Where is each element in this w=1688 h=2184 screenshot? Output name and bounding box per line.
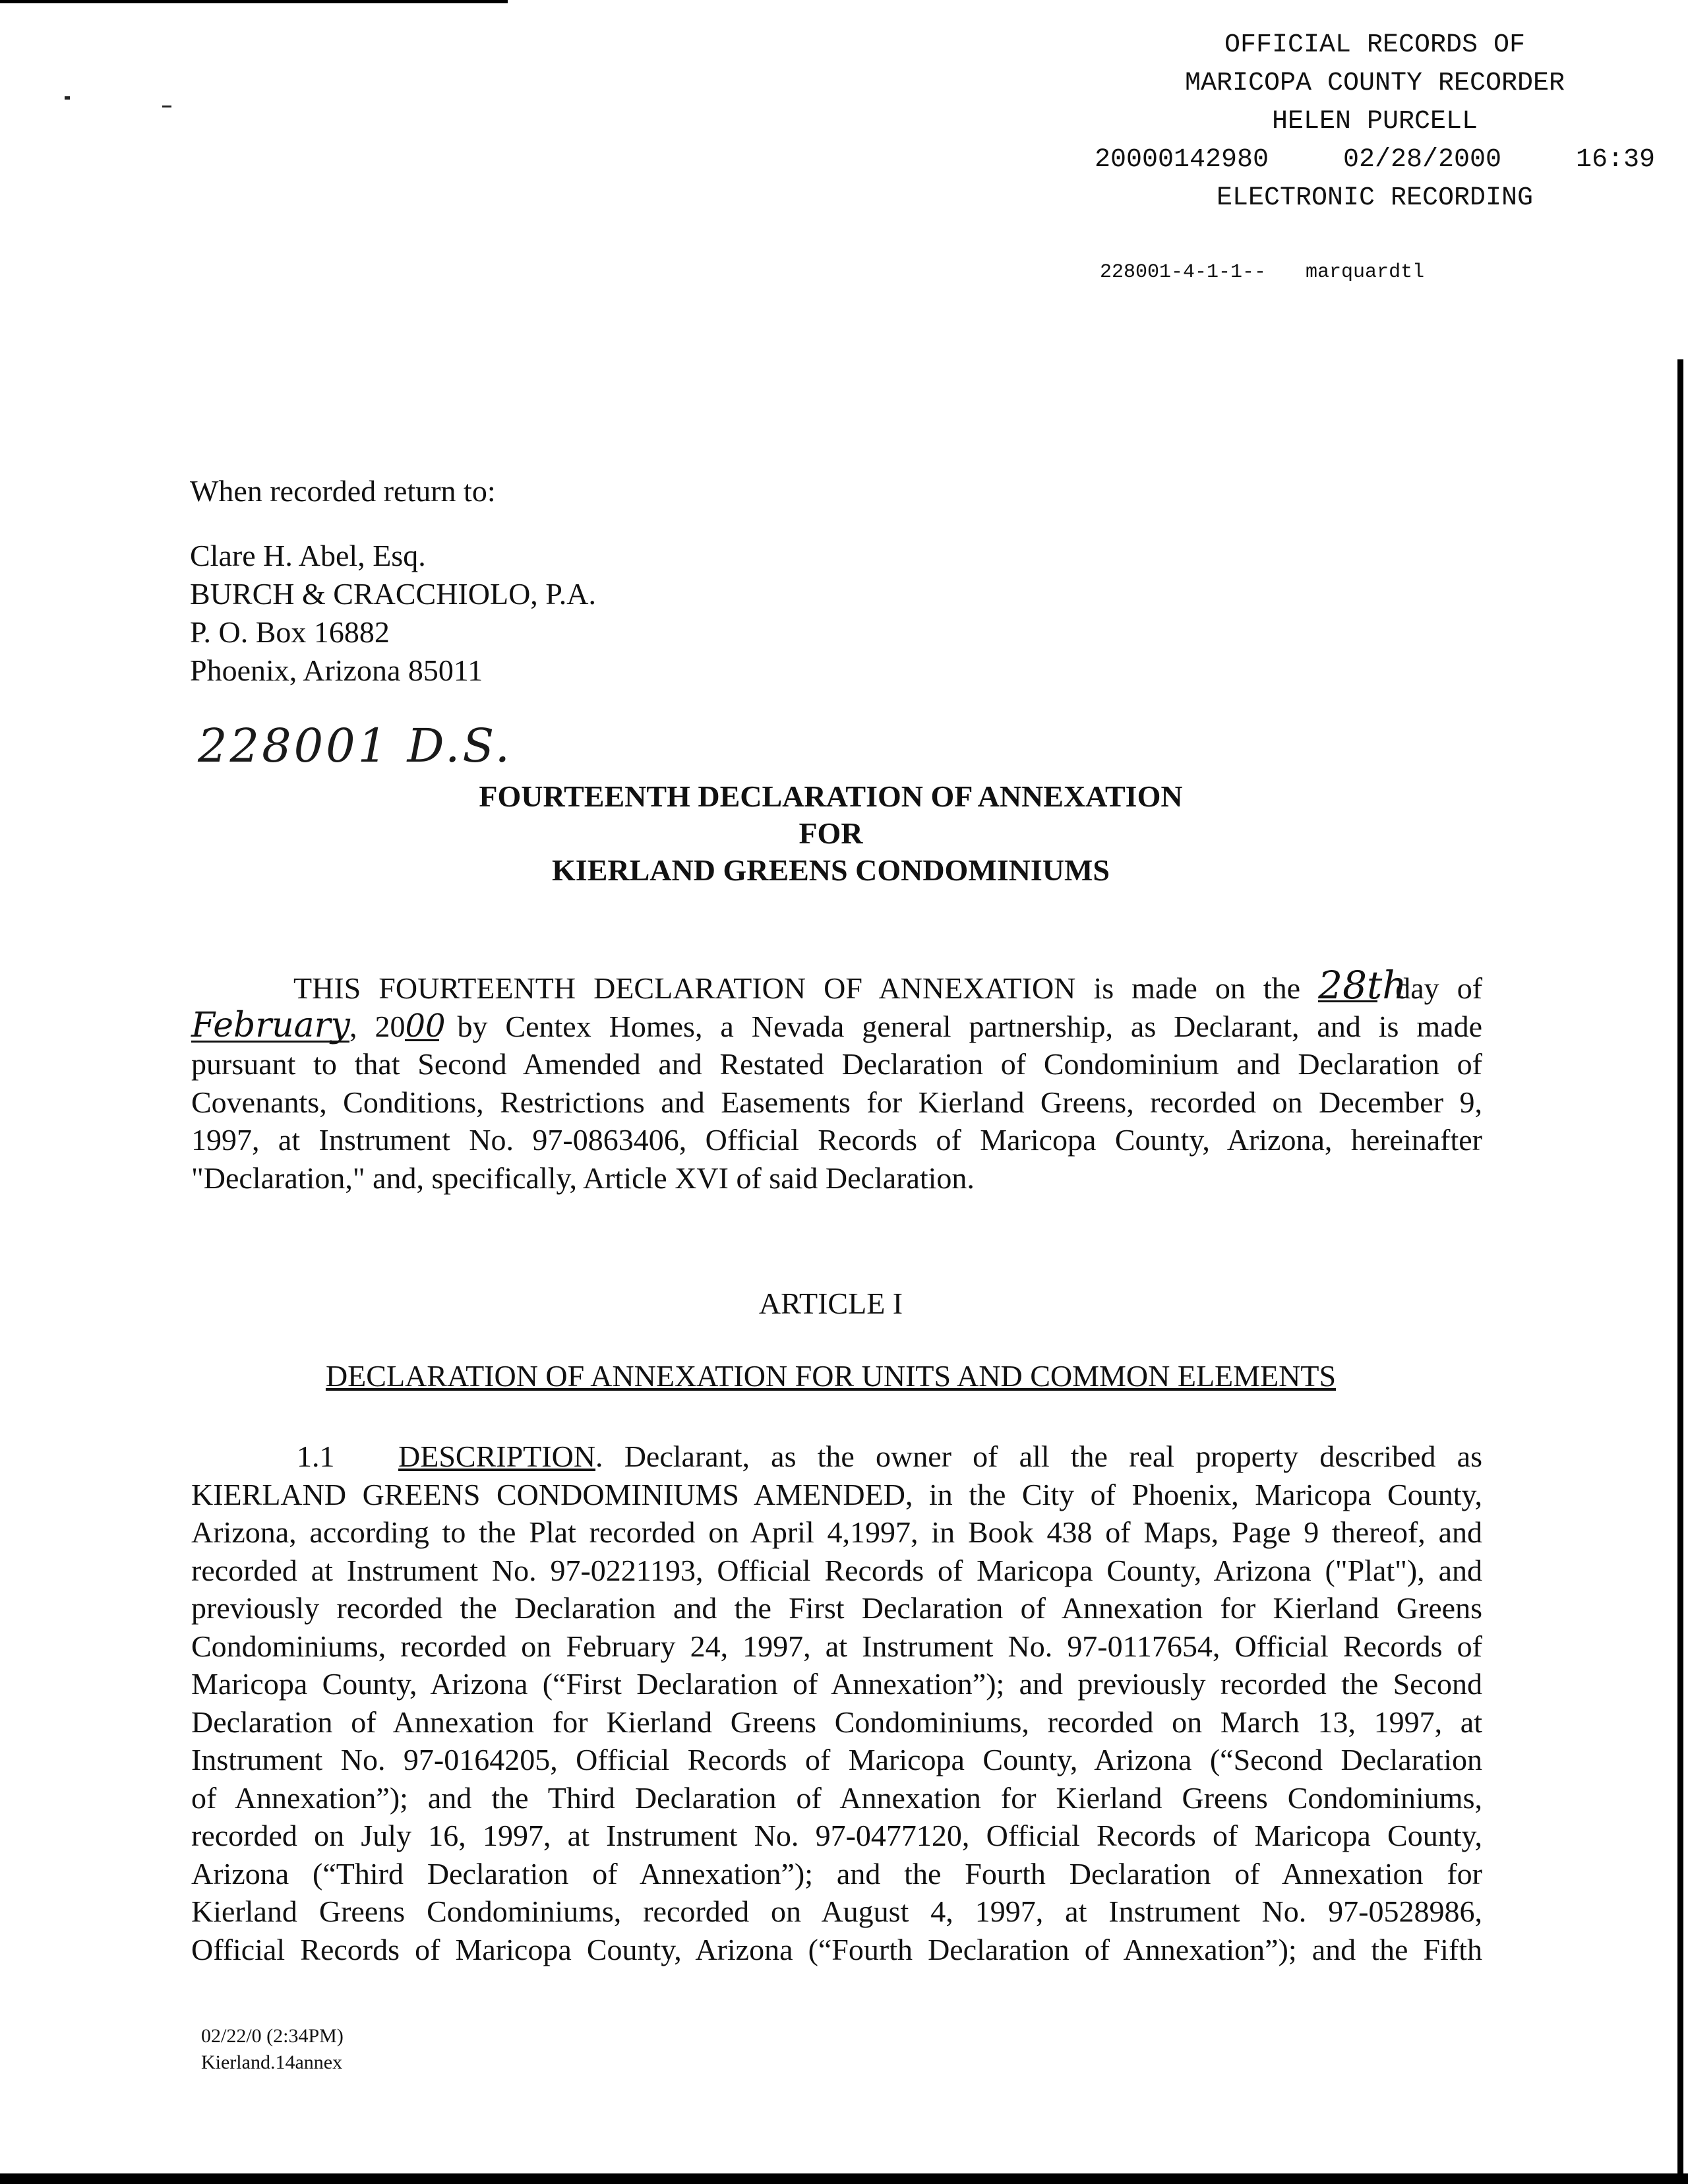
recorder-line: OFFICIAL RECORDS OF <box>1224 30 1526 60</box>
scan-speck <box>162 106 171 107</box>
intro-paragraph <box>191 963 1483 1197</box>
intro-line: pursuant to that Second Amended and Restated Declaration of Condominium and Declaration of <box>191 1047 1482 1081</box>
description-line: recorded at Instrument No. 97-0221193, Official Records of Maricopa County, Arizona ("Plat"), and <box>191 1553 1482 1587</box>
recorder-line: ELECTRONIC RECORDING <box>1216 183 1534 213</box>
document-title <box>0 778 1662 889</box>
scan-speck <box>65 96 70 100</box>
description-line: Official Records of Maricopa County, Arizona (“Fourth Declaration of Annexation”); and the Fifth <box>191 1932 1482 1966</box>
description-line: Maricopa County, Arizona (“First Declaration of Annexation”); and previously recorded the Second <box>191 1667 1482 1701</box>
title-line: FOURTEENTH DECLARATION OF ANNEXATION <box>479 779 1183 813</box>
intro-line: "Declaration," and, specifically, Article XVI of said Declaration. <box>191 1161 975 1195</box>
article-heading: ARTICLE I <box>758 1287 903 1320</box>
description-line: Condominiums, recorded on February 24, 1997, at Instrument No. 97-0117654, Official Records of <box>191 1629 1482 1663</box>
recorder-stamp <box>1095 26 1655 218</box>
document-footer <box>201 2023 344 2076</box>
recorder-ref-user: marquardtl <box>1306 261 1425 284</box>
title-line: KIERLAND GREENS CONDOMINIUMS <box>552 853 1110 887</box>
intro-line: THIS FOURTEENTH DECLARATION OF ANNEXATION is made on the 28th day of <box>293 963 1483 1008</box>
handwritten-month: February <box>191 1005 350 1045</box>
description-line: recorded on July 16, 1997, at Instrument No. 97-0477120, Official Records of Maricopa County, <box>191 1819 1482 1852</box>
description-line: Declaration of Annexation for Kierland Greens Condominiums, recorded on March 13, 1997, at <box>191 1705 1482 1739</box>
description-line: Instrument No. 97-0164205, Official Records of Maricopa County, Arizona (“Second Declaration <box>191 1743 1482 1776</box>
recorder-doc-number: 20000142980 <box>1095 145 1269 175</box>
intro-line: February, 2000 by Centex Homes, a Nevada general partnership, as Declarant, and is made <box>191 1005 1483 1045</box>
description-line: previously recorded the Declaration and the First Declaration of Annexation for Kierland Greens <box>191 1591 1482 1625</box>
handwritten-file-number: 228001 D.S. <box>198 719 513 773</box>
recorder-reference <box>1100 261 1424 284</box>
handwritten-day: 28th <box>1318 963 1407 1008</box>
return-city: Phoenix, Arizona 85011 <box>190 653 483 687</box>
footer-timestamp: 02/22/0 (2:34PM) <box>201 2025 344 2047</box>
description-line: Arizona, according to the Plat recorded on April 4,1997, in Book 438 of Maps, Page 9 thereof, and <box>191 1515 1482 1549</box>
scan-edge-right <box>1677 359 1683 2179</box>
scan-edge-top <box>0 0 508 3</box>
description-line: 1.1 DESCRIPTION. Declarant, as the owner of all the real property described as <box>297 1440 1482 1473</box>
recorder-meta <box>1095 141 1655 179</box>
recorder-date: 02/28/2000 <box>1342 145 1502 175</box>
intro-line: Covenants, Conditions, Restrictions and Easements for Kierland Greens, recorded on December 9, <box>191 1085 1482 1119</box>
title-line: FOR <box>799 816 863 850</box>
description-line: of Annexation”); and the Third Declaration of Annexation for Kierland Greens Condominiums, <box>191 1780 1482 1815</box>
return-box: P. O. Box 16882 <box>190 615 390 649</box>
return-firm: BURCH & CRACCHIOLO, P.A. <box>190 577 596 611</box>
return-name: Clare H. Abel, Esq. <box>190 539 426 572</box>
description-line: Kierland Greens Condominiums, recorded on August 4, 1997, at Instrument No. 97-0528986, <box>191 1895 1482 1928</box>
article-subheading: DECLARATION OF ANNEXATION FOR UNITS AND COMMON ELEMENTS <box>325 1359 1337 1393</box>
recorder-ref-code: 228001-4-1-1-- <box>1100 261 1267 284</box>
description-line: Arizona (“Third Declaration of Annexation”); and the Fourth Declaration of Annexation for <box>191 1856 1482 1891</box>
description-line: KIERLAND GREENS CONDOMINIUMS AMENDED, in the City of Phoenix, Maricopa County, <box>191 1477 1482 1511</box>
description-paragraph <box>191 1438 1482 1968</box>
intro-line: 1997, at Instrument No. 97-0863406, Official Records of Maricopa County, Arizona, hereinafter <box>191 1123 1482 1157</box>
scan-edge-bottom <box>0 2173 1688 2184</box>
return-label: When recorded return to: <box>190 474 496 508</box>
recorder-time: 16:39 <box>1575 145 1655 175</box>
footer-filename: Kierland.14annex <box>201 2051 343 2073</box>
recorder-line: HELEN PURCELL <box>1271 107 1478 136</box>
handwritten-year: 00 <box>405 1007 446 1045</box>
recorder-line: MARICOPA COUNTY RECORDER <box>1184 69 1565 98</box>
return-address <box>190 472 596 690</box>
section-label: DESCRIPTION <box>398 1440 596 1473</box>
section-number: 1.1 <box>297 1440 335 1473</box>
